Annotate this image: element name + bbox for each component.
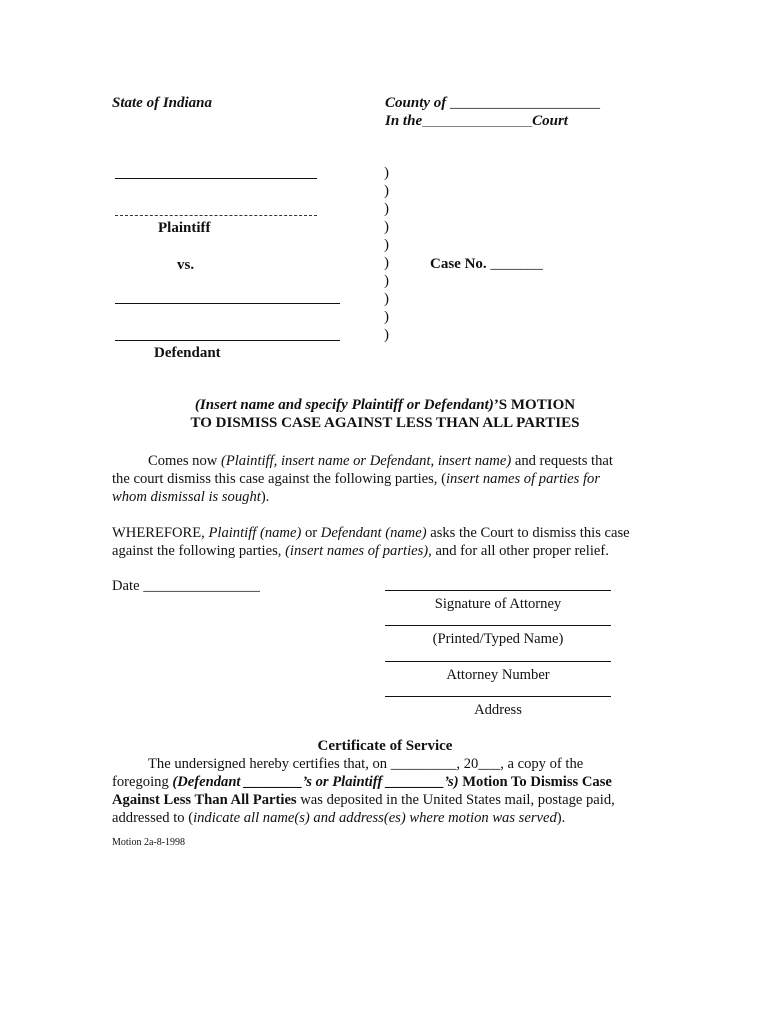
cert-l2-c: Motion To Dismiss Case (458, 774, 612, 790)
signature-line[interactable] (385, 590, 611, 591)
body-paragraph-1-line-1 (148, 452, 613, 470)
body-paragraph-1-line-2 (112, 470, 600, 488)
cert-l2-a: foregoing (112, 774, 173, 790)
motion-title-line1 (0, 396, 770, 414)
court-blank[interactable]: ____________________ (422, 116, 533, 128)
attorney-number-line[interactable] (385, 661, 611, 662)
cert-l4-a: addressed to ( (112, 810, 194, 826)
caption-paren-2: ) (384, 183, 389, 199)
body-paragraph-2-line-2 (112, 542, 609, 560)
address-line[interactable] (385, 696, 611, 697)
case-number (430, 255, 543, 273)
caption-paren-5: ) (384, 237, 389, 253)
p2-line2-c: , and for all other proper relief. (428, 543, 609, 559)
court-suffix: Court (532, 113, 568, 129)
p1-line2-b: insert names of parties for (445, 471, 601, 487)
certificate-line-3 (112, 791, 615, 809)
p2-text-d: Defendant (name) (320, 525, 427, 541)
defendant-blank-2[interactable] (115, 340, 340, 341)
cert-l4-b: indicate all name(s) and address(es) where motion was served (193, 810, 557, 826)
caption-paren-1: ) (384, 165, 389, 181)
court-line (385, 112, 568, 131)
certificate-line-4 (112, 809, 565, 827)
caption-paren-9: ) (384, 309, 389, 325)
county-label: County of (385, 95, 447, 111)
form-id: Motion 2a-8-1998 (112, 837, 186, 848)
p2-text-a: WHEREFORE, (112, 525, 209, 541)
certificate-heading: Certificate of Service (317, 738, 453, 754)
vs-label: vs. (177, 257, 195, 273)
county-blank[interactable]: ____________________ (450, 95, 601, 111)
signature-of-attorney-label: Signature of Attorney (434, 596, 562, 612)
body-paragraph-2-line-1 (112, 524, 630, 542)
p2-text-c: or (301, 525, 321, 541)
cert-l4-c: ). (556, 810, 566, 826)
plaintiff-blank-1[interactable] (115, 178, 317, 179)
caption-paren-6: ) (384, 255, 389, 271)
caption-paren-4: ) (384, 219, 389, 235)
body-paragraph-1-line-3 (112, 488, 269, 506)
caption-paren-7: ) (384, 273, 389, 289)
defendant-blank-1[interactable] (115, 303, 340, 304)
cert-l2-b: (Defendant ________’s or Plaintiff ________’s) (172, 774, 459, 790)
title-motion: ’S MOTION (493, 397, 576, 413)
cert-l3-a: Against Less Than All Parties (112, 792, 297, 808)
p2-text-b: Plaintiff (name) (208, 525, 302, 541)
p1-line3-b: ). (260, 489, 270, 505)
certificate-line-2 (112, 773, 612, 791)
title-insert-name: (Insert name and specify Plaintiff or Defendant) (194, 397, 494, 413)
caption-paren-10: ) (384, 327, 389, 343)
defendant-label: Defendant (154, 345, 221, 361)
p1-text-a: Comes now (148, 453, 221, 469)
court-prefix: In the (385, 113, 423, 129)
printed-name-line[interactable] (385, 625, 611, 626)
p1-line2-a: the court dismiss this case against the following parties, ( (112, 471, 446, 487)
address-label: Address (474, 702, 522, 718)
p1-text-b: (Plaintiff, insert name or Defendant, insert name) (220, 453, 512, 469)
p2-line2-a: against the following parties, (112, 543, 286, 559)
plaintiff-blank-2[interactable] (115, 215, 317, 216)
state-label: State of Indiana (112, 95, 213, 111)
date-label: Date (112, 578, 140, 594)
date-blank[interactable]: ________________ (143, 578, 260, 594)
county-line (385, 94, 600, 112)
caption-paren-3: ) (384, 201, 389, 217)
date-field (112, 577, 260, 595)
certificate-line-1: The undersigned hereby certifies that, on _________, 20___, a copy of the (148, 756, 584, 772)
case-no-label: Case No. (430, 256, 487, 272)
caption-paren-8: ) (384, 291, 389, 307)
p1-text-c: and requests that (511, 453, 613, 469)
p1-line3-a: whom dismissal is sought (112, 489, 261, 505)
plaintiff-label: Plaintiff (158, 220, 211, 236)
printed-name-label: (Printed/Typed Name) (432, 631, 564, 647)
p2-line2-b: (insert names of parties) (285, 543, 429, 559)
motion-title-line2: TO DISMISS CASE AGAINST LESS THAN ALL PARTIES (190, 415, 580, 431)
attorney-number-label: Attorney Number (446, 667, 550, 683)
case-no-blank[interactable]: _______ (490, 256, 543, 272)
p2-text-e: asks the Court to dismiss this case (426, 525, 630, 541)
cert-l3-b: was deposited in the United States mail, postage paid, (296, 792, 615, 808)
